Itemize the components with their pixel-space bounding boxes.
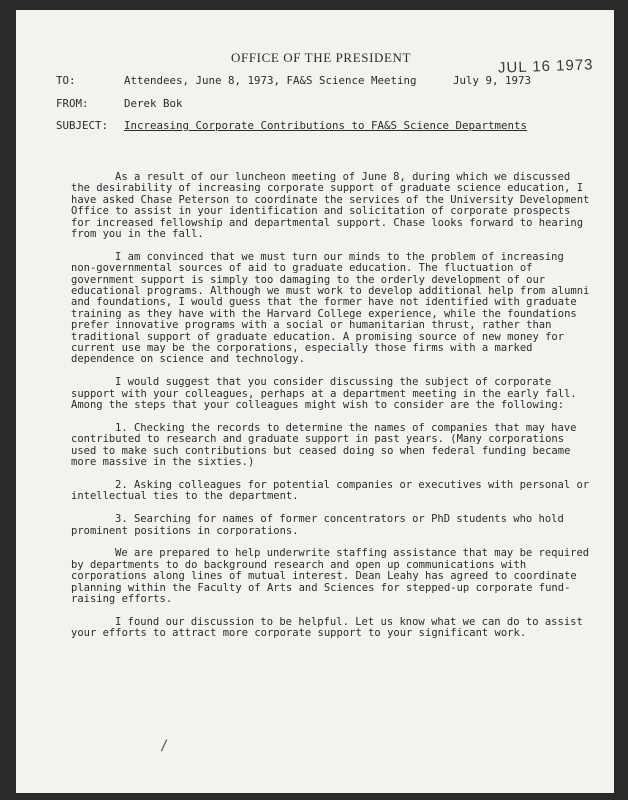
memo-page — [16, 10, 614, 793]
paragraph: I am convinced that we must turn our minds to the problem of increasing non-governmental sources of aid to graduate education. The fluctuation of government support is simply too damaging to the orderly development of our educational programs. Although we must work to develop additional help from alumni and foundations, I would guess that the former have not identified with graduate training as they have with the Harvard College experience, while the foundations prefer innovative programs with a social or humanitarian thrust, rather than traditional support of graduate education. A promising source of new money for current use may be the corporations, especially those firms with a marked dependence on science and technology. — [71, 250, 590, 366]
office-heading: OFFICE OF THE PRESIDENT — [231, 50, 412, 65]
list-item: 2. Asking colleagues for potential companies or executives with personal or intellectual ties to the department. — [71, 478, 590, 503]
list-item: 1. Checking the records to determine the names of companies that may have contributed to research and graduate support in past years. (Many corporations used to make such contributions but ceased doing so when federal funding became more massive in the sixties.) — [71, 421, 577, 469]
paragraph: I found our discussion to be helpful. Let us know what we can do to assist your efforts to attract more corporate support to your significant work. — [71, 615, 583, 640]
from-value: Derek Bok — [124, 97, 183, 110]
memo-date: July 9, 1973 — [453, 74, 532, 87]
subject-label: SUBJECT: — [56, 119, 109, 132]
to-label: TO: — [56, 74, 76, 87]
date-received-stamp: JUL 16 1973 — [497, 56, 594, 77]
to-value: Attendees, June 8, 1973, FA&S Science Meeting — [124, 74, 417, 87]
memo-body — [71, 172, 591, 651]
paragraph: We are prepared to help underwrite staffing assistance that may be required by departments to do background research and open up communications with corporations along lines of mutual interest. Dean Leahy has agreed to coordinate planning within the Faculty of Arts and Sciences for stepped-up corporate fund-raising efforts. — [71, 547, 590, 605]
paragraph: I would suggest that you consider discussing the subject of corporate support with your colleagues, perhaps at a department meeting in the early fall. Among the steps that your colleagues might wish to consider are the following: — [71, 376, 577, 412]
pen-mark: / — [160, 738, 169, 754]
list-item: 3. Searching for names of former concentrators or PhD students who hold prominent positions in corporations. — [71, 513, 564, 537]
from-label: FROM: — [56, 97, 89, 110]
subject-value: Increasing Corporate Contributions to FA&S Science Departments — [124, 119, 528, 132]
paragraph: As a result of our luncheon meeting of June 8, during which we discussed the desirability of increasing corporate support of graduate science education, I have asked Chase Peterson to coordinate the services of the University Development Office to assist in your identification and solicitation of corporate prospects for increased fellowship and departmental support. Chase looks forward to hearing from you in the fall. — [71, 171, 590, 241]
